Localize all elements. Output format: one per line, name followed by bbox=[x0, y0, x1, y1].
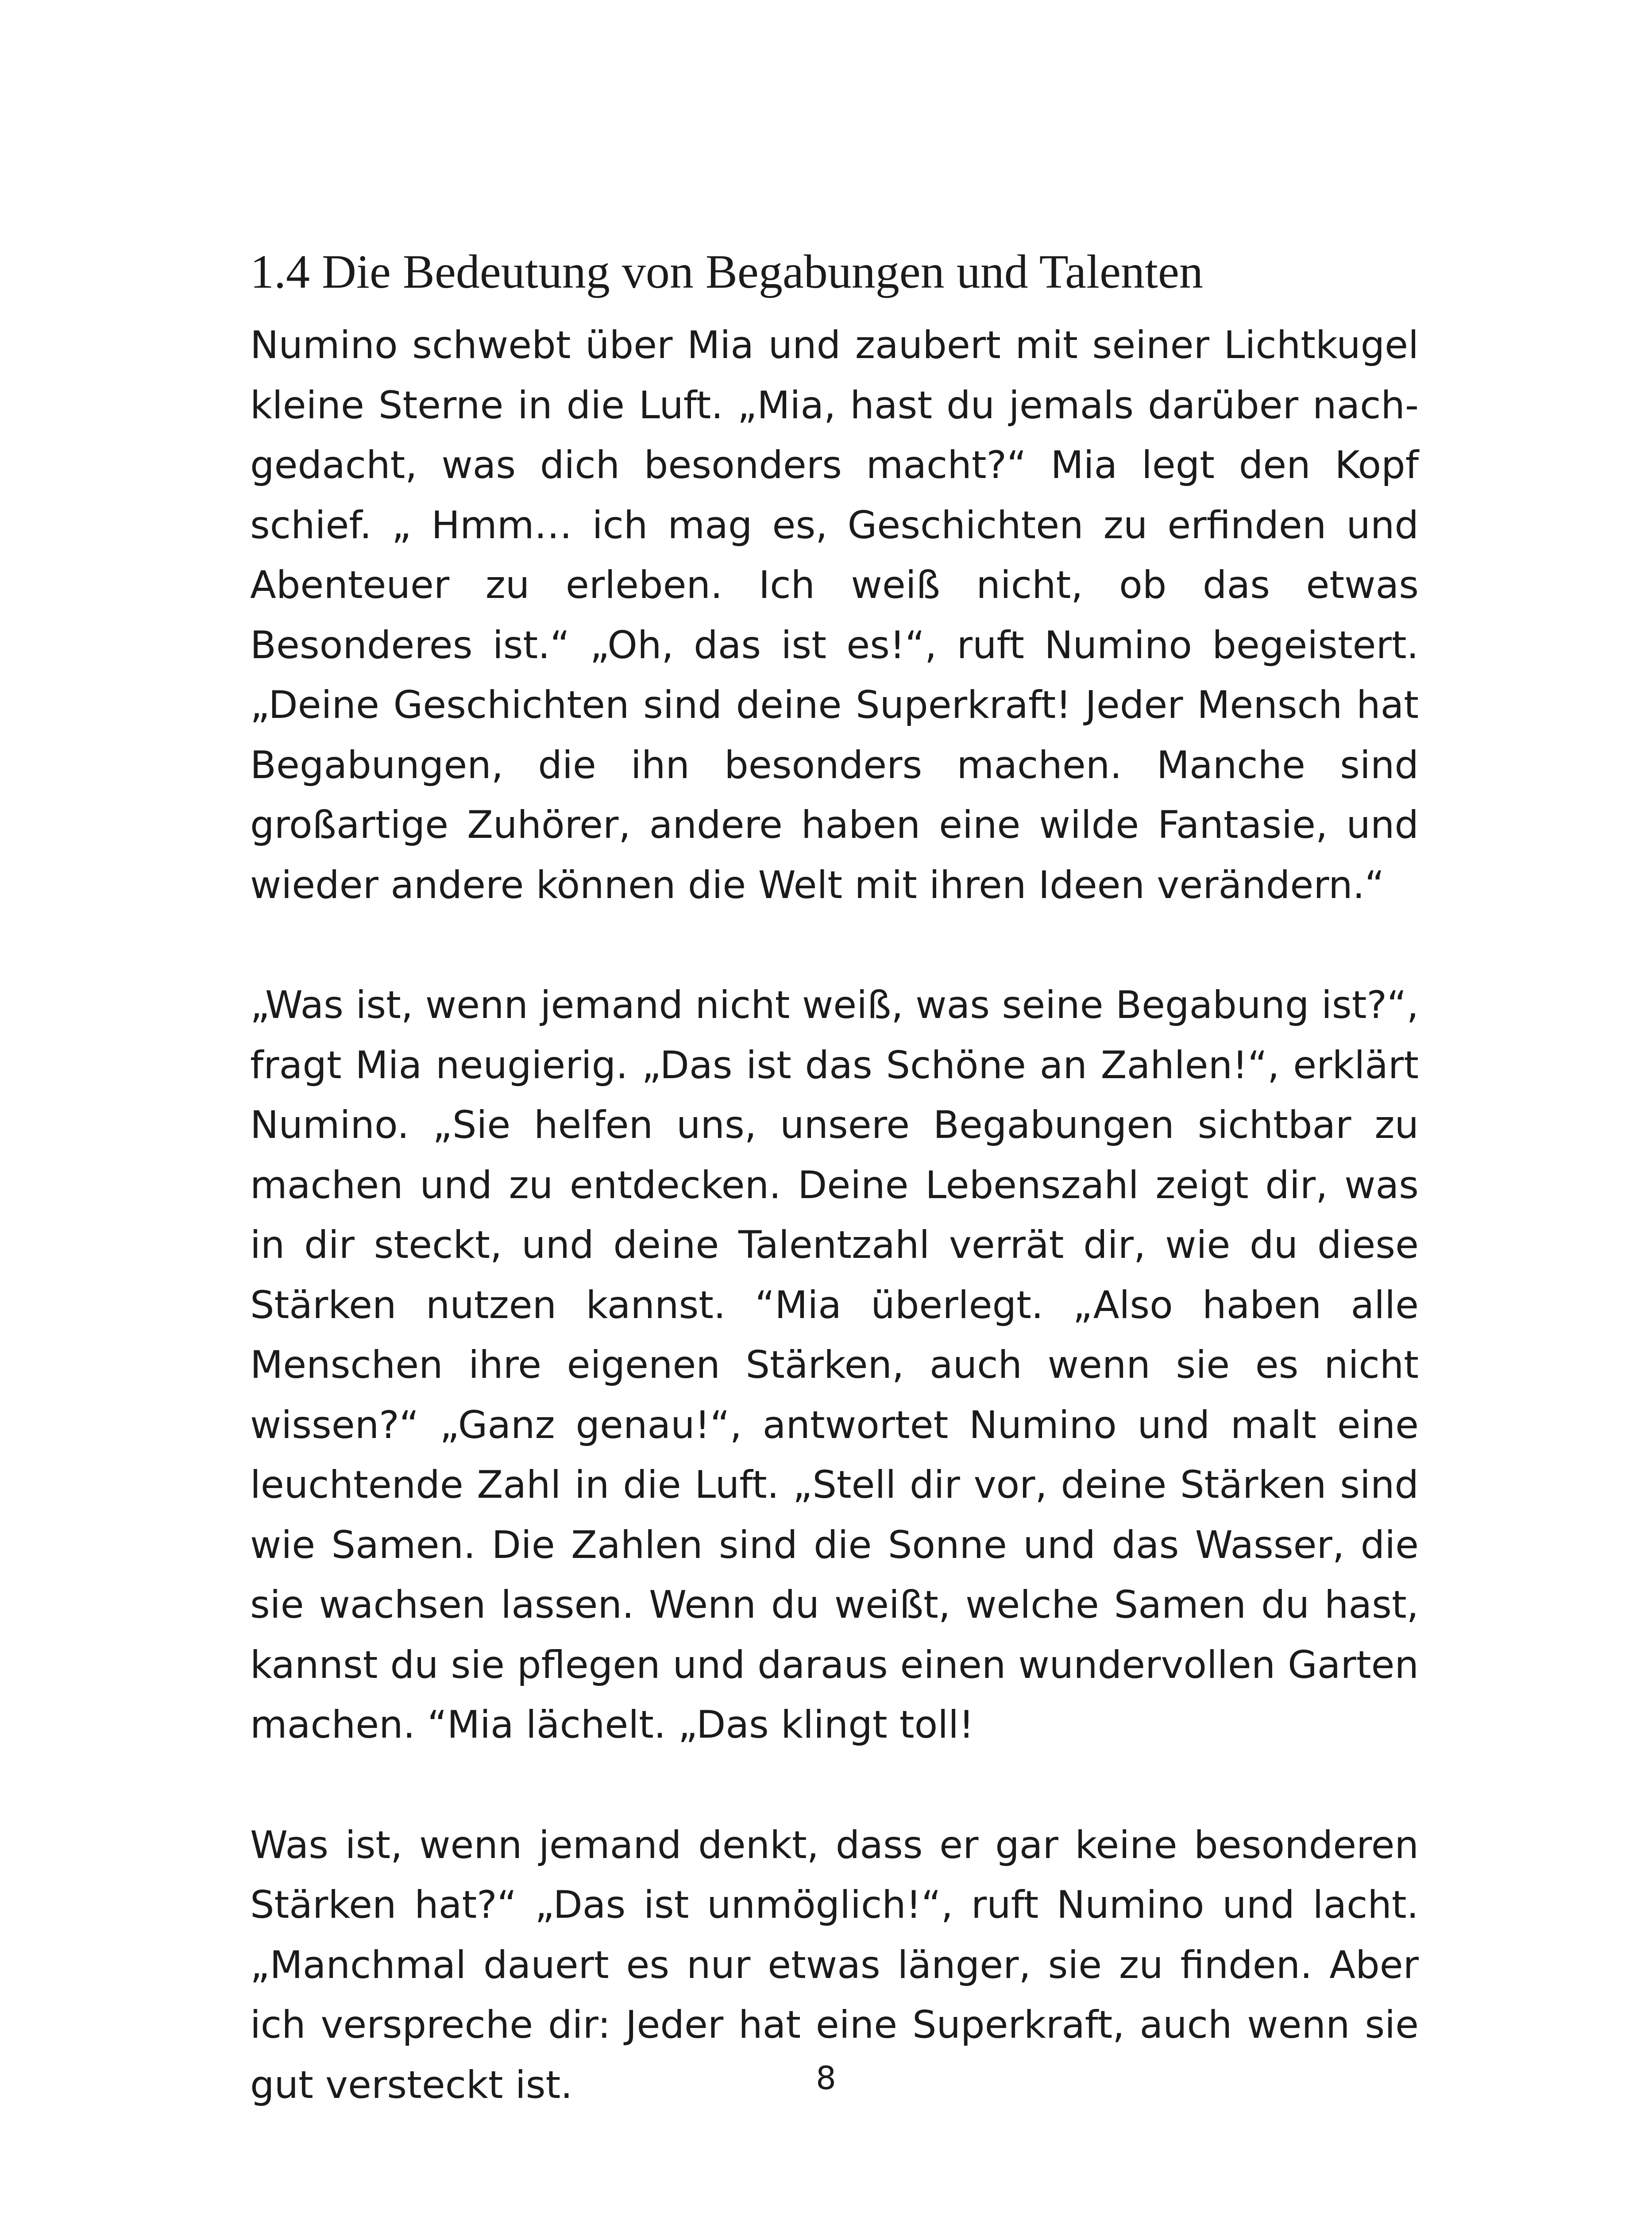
page-number: 8 bbox=[816, 2059, 836, 2097]
paragraph-1: Numino schwebt über Mia und zaubert mit seiner Lichtkugel kleine Sterne in die Luft. „Mia, hast du jemals darüber nachgedacht, was dich besonders macht?“ Mia legt den Kopf schief. „ Hmm… ich mag es, Geschichten zu erfinden und Abenteuer zu erleben. Ich weiß nicht, ob das etwas Besonderes ist.“ „Oh, das ist es!“, ruft Numino begeistert. „Deine Geschichten sind deine Superkraft! Jeder Mensch hat Begabungen, die ihn besonders machen. Manche sind großartige Zuhörer, andere haben eine wilde Fantasie, und wieder andere können die Welt mit ihren Ideen verändern.“ bbox=[250, 323, 1419, 907]
paragraph-3: Was ist, wenn jemand denkt, dass er gar keine besonderen Stärken hat?“ „Das ist unmöglich!“, ruft Numino und lacht. „Manchmal dauert es nur etwas länger, sie zu finden. Aber ich verspreche dir: Jeder hat eine Superkraft, auch wenn sie gut versteckt ist. bbox=[250, 1823, 1419, 2107]
page-content bbox=[250, 241, 1419, 2115]
section-heading: 1.4 Die Bedeutung von Begabungen und Talenten bbox=[250, 246, 1203, 298]
paragraph-2: „Was ist, wenn jemand nicht weiß, was seine Begabung ist?“, fragt Mia neugierig. „Das ist das Schöne an Zahlen!“, erklärt Numino. „Sie helfen uns, unsere Begabungen sichtbar zu machen und zu entdecken. Deine Lebenszahl zeigt dir, was in dir steckt, und deine Talentzahl verrät dir, wie du diese Stärken nutzen kannst. “Mia überlegt. „Also haben alle Menschen ihre eigenen Stärken, auch wenn sie es nicht wissen?“ „Ganz genau!“, antwortet Numino und malt eine leuchtende Zahl in die Luft. „Stell dir vor, deine Stärken sind wie Samen. Die Zahlen sind die Sonne und das Wasser, die sie wachsen lassen. Wenn du weißt, welche Samen du hast, kannst du sie pflegen und daraus einen wundervollen Garten machen. “Mia lächelt. „Das klingt toll! bbox=[250, 983, 1419, 1747]
